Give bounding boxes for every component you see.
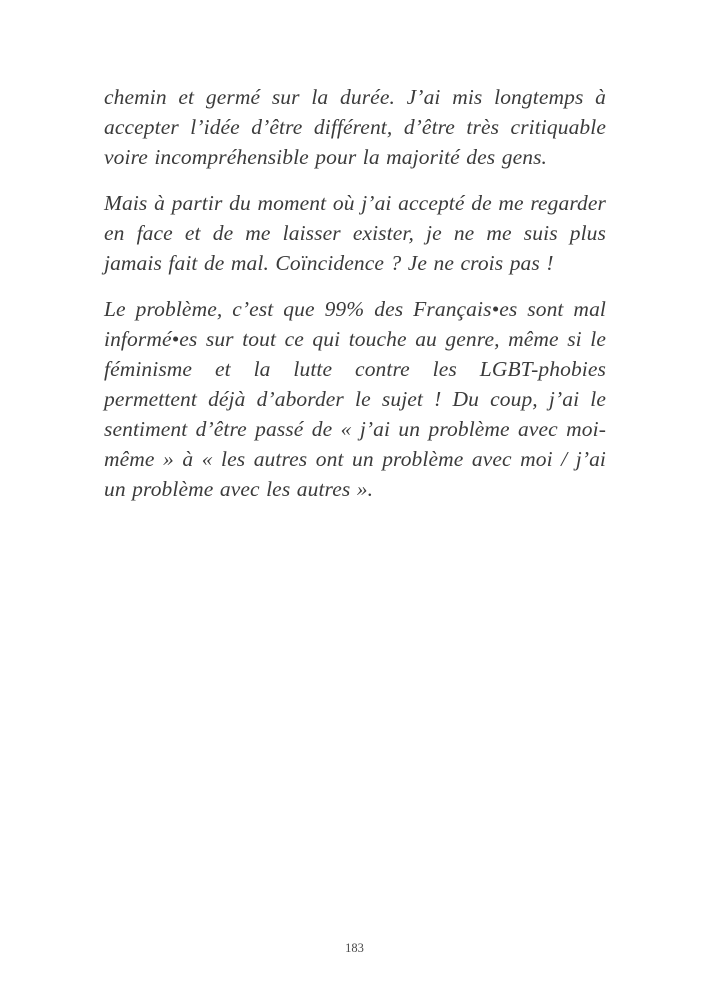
page-number: 183 [345,941,364,955]
body-text [104,82,606,520]
paragraph: Mais à partir du moment où j’ai accepté de me regarder en face et de me laisser exister, je ne me suis plus jamais fait de mal. Coïncidence ? Je ne crois pas ! [104,191,606,275]
paragraph: chemin et germé sur la durée. J’ai mis longtemps à accepter l’idée d’être différent, d’être très critiquable voire incompréhensible pour la majorité des gens. [104,85,606,169]
paragraph: Le problème, c’est que 99% des Français•es sont mal informé•es sur tout ce qui touche au genre, même si le féminisme et la lutte contre les LGBT-phobies permettent déjà d’aborder le sujet ! Du coup, j’ai le sentiment d’être passé de « j’ai un problème avec moi-même » à « les autres ont un problème avec moi / j’ai un problème avec les autres ». [104,297,606,501]
